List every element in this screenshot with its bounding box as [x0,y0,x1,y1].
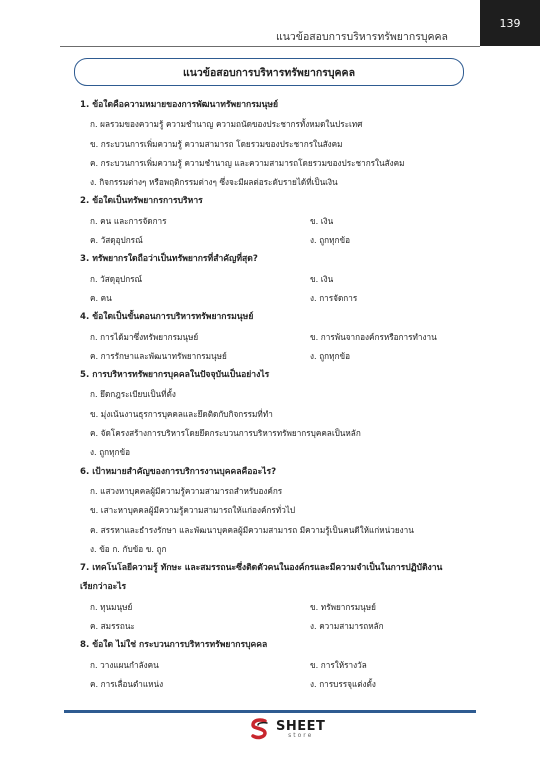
q4-row-2 [80,347,480,366]
q7-option-b: ข. ทรัพยากรมนุษย์ [310,601,376,612]
q7-option-d: ง. ความสามารถหลัก [310,621,384,632]
q3-row-1 [80,270,480,289]
question-3: 3. ทรัพยากรใดถือว่าเป็นทรัพยากรที่สำคัญที่สุด? [80,254,258,265]
q3-row-2 [80,289,480,308]
question-1: 1. ข้อใดคือความหมายของการพัฒนาทรัพยากรมนุษย์ [80,100,279,110]
q1-option-b: ข. กระบวนการเพิ่มความรู้ ความสามารถ โดยรวมของประชากรในสังคม [90,138,343,149]
header-divider [60,46,480,47]
section-title: แนวข้อสอบการบริหารทรัพยากรบุคคล [74,58,464,86]
q5-option-a: ก. ยึดกฎระเบียบเป็นที่ตั้ง [90,389,176,400]
q3-option-c: ค. คน [90,292,112,303]
footer-divider [64,710,476,713]
question-7-line-1: 7. เทคโนโลยีความรู้ ทักษะ และสมรรถนะซึ่งติดตัวคนในองค์กรและมีความจำเป็นในการปฏิบัติงาน [80,563,443,574]
sheet-store-logo [250,718,325,740]
q7-row-2 [80,617,480,636]
q5-option-b: ข. มุ่งเน้นงานธุรการบุคคลและยึดติดกับกิจกรรมที่ทำ [90,408,273,419]
q1-option-d: ง. กิจกรรมต่างๆ หรือพฤติกรรมต่างๆ ซึ่งจะมีผลต่อระดับรายได้ที่เป็นเงิน [90,177,338,188]
q4-option-a: ก. การได้มาซึ่งทรัพยากรมนุษย์ [90,331,199,342]
q7-option-c: ค. สมรรถนะ [90,621,135,632]
q6-option-b: ข. เสาะหาบุคคลผู้มีความรู้ความสามารถให้แก่องค์กรทั่วไป [90,505,296,516]
question-7 [80,559,480,598]
q4-row-1 [80,328,480,347]
q3-option-a: ก. วัสดุอุปกรณ์ [90,273,143,284]
q4-option-c: ค. การรักษาและพัฒนาทรัพยากรมนุษย์ [90,350,227,361]
q6-option-d: ง. ข้อ ก. กับข้อ ข. ถูก [90,543,167,554]
q7-row-1 [80,598,480,617]
logo-text [276,720,325,739]
q2-option-d: ง. ถูกทุกข้อ [310,235,350,246]
q6-option-c: ค. สรรหาและธำรงรักษา และพัฒนาบุคคลผู้มีความสามารถ มีความรู้เป็นคนดีให้แก่หน่วยงาน [90,524,414,535]
q5-option-d: ง. ถูกทุกข้อ [90,447,130,458]
question-8: 8. ข้อใด ไม่ใช่ กระบวนการบริหารทรัพยากรบุคคล [80,640,268,651]
sheet-logo-icon [250,718,270,740]
q4-option-d: ง. ถูกทุกข้อ [310,350,350,361]
question-2: 2. ข้อใดเป็นทรัพยากรการบริหาร [80,196,203,207]
q7-option-a: ก. ทุนมนุษย์ [90,601,133,612]
q2-row-1 [80,212,480,231]
q8-option-a: ก. วางแผนกำลังคน [90,659,159,670]
logo-main-text: SHEET [276,718,326,734]
q2-option-c: ค. วัสดุอุปกรณ์ [90,235,143,246]
q3-option-b: ข. เงิน [310,273,334,284]
q6-option-a: ก. แสวงหาบุคคลผู้มีความรู้ความสามารถสำหรับองค์กร [90,485,283,496]
page-number: 139 [480,0,540,46]
question-6: 6. เป้าหมายสำคัญของการบริการงานบุคคลคืออะไร? [80,466,277,477]
q8-option-b: ข. การให้รางวัล [310,659,367,670]
q4-option-b: ข. การพ้นจากองค์กรหรือการทำงาน [310,331,437,342]
question-list [80,96,480,694]
question-4: 4. ข้อใดเป็นขั้นตอนการบริหารทรัพยากรมนุษย์ [80,312,254,323]
q2-row-2 [80,231,480,250]
question-7-line-2: เรียกว่าอะไร [80,582,127,593]
q1-option-a: ก. ผลรวมของความรู้ ความชำนาญ ความถนัดของประชากรทั้งหมดในประเทศ [90,119,363,130]
q2-option-a: ก. คน และการจัดการ [90,215,167,226]
q3-option-d: ง. การจัดการ [310,292,358,303]
q8-option-c: ค. การเลื่อนตำแหน่ง [90,678,164,689]
question-5: 5. การบริหารทรัพยากรบุคคลในปัจจุบันเป็นอย่างไร [80,370,270,381]
q8-option-d: ง. การบรรจุแต่งตั้ง [310,678,376,689]
logo-sub-text: store [288,731,314,739]
q1-option-c: ค. กระบวนการเพิ่มความรู้ ความชำนาญ และความสามารถโดยรวมของประชากรในสังคม [90,157,405,168]
header-title: แนวข้อสอบการบริหารทรัพยากรบุคคล [275,31,448,43]
q8-row-1 [80,656,480,675]
q2-option-b: ข. เงิน [310,215,334,226]
q5-option-c: ค. จัดโครงสร้างการบริหารโดยยึดกระบวนการบริหารทรัพยากรบุคคลเป็นหลัก [90,428,361,439]
q8-row-2 [80,675,480,694]
